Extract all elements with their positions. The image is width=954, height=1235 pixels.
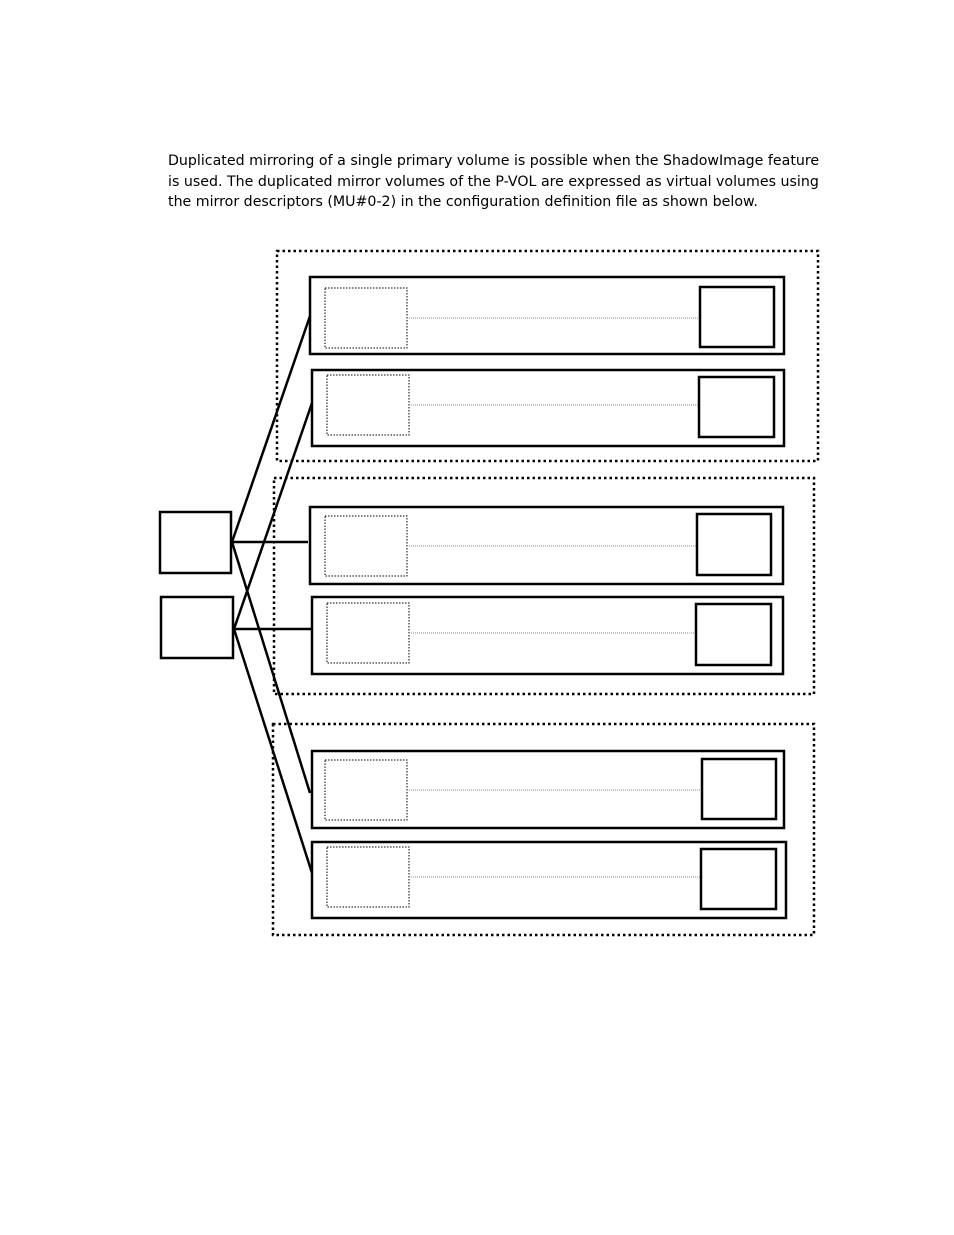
virtual-volume-box-6: [327, 847, 409, 907]
pair-layer: [310, 277, 786, 918]
virtual-volume-box-2: [327, 375, 409, 435]
mirror-group-2: [274, 478, 814, 694]
virtual-volume-box-1: [325, 288, 407, 348]
secondary-volume-box-3: [697, 514, 771, 575]
pair-frame-4: [312, 597, 783, 674]
connector-layer: [232, 316, 312, 873]
primary-volume-box-1: [160, 512, 231, 573]
virtual-volume-box-3: [325, 516, 407, 576]
connector-line-4: [234, 403, 312, 629]
pair-frame-1: [310, 277, 784, 354]
secondary-volume-box-6: [701, 849, 776, 909]
virtual-volume-box-4: [327, 603, 409, 663]
mirror-group-3: [273, 724, 814, 935]
connector-line-1: [232, 316, 310, 542]
primary-volume-layer: [160, 512, 233, 658]
primary-volume-box-2: [161, 597, 233, 658]
pair-frame-6: [312, 842, 786, 918]
virtual-volume-box-5: [325, 760, 407, 820]
connector-line-3: [232, 542, 310, 793]
mirror-group-1: [277, 251, 818, 461]
pair-frame-3: [310, 507, 783, 584]
secondary-volume-box-4: [696, 604, 771, 665]
secondary-volume-box-1: [700, 287, 774, 347]
secondary-volume-box-2: [699, 377, 774, 437]
secondary-volume-box-5: [702, 759, 776, 819]
intro-paragraph: Duplicated mirroring of a single primary volume is possible when the ShadowImage feature is used. The duplicated mirror volumes of the P-VOL are expressed as virtual volumes using the mirror descriptors (MU#0-2) in the configuration definition file as shown below.: [168, 153, 820, 210]
